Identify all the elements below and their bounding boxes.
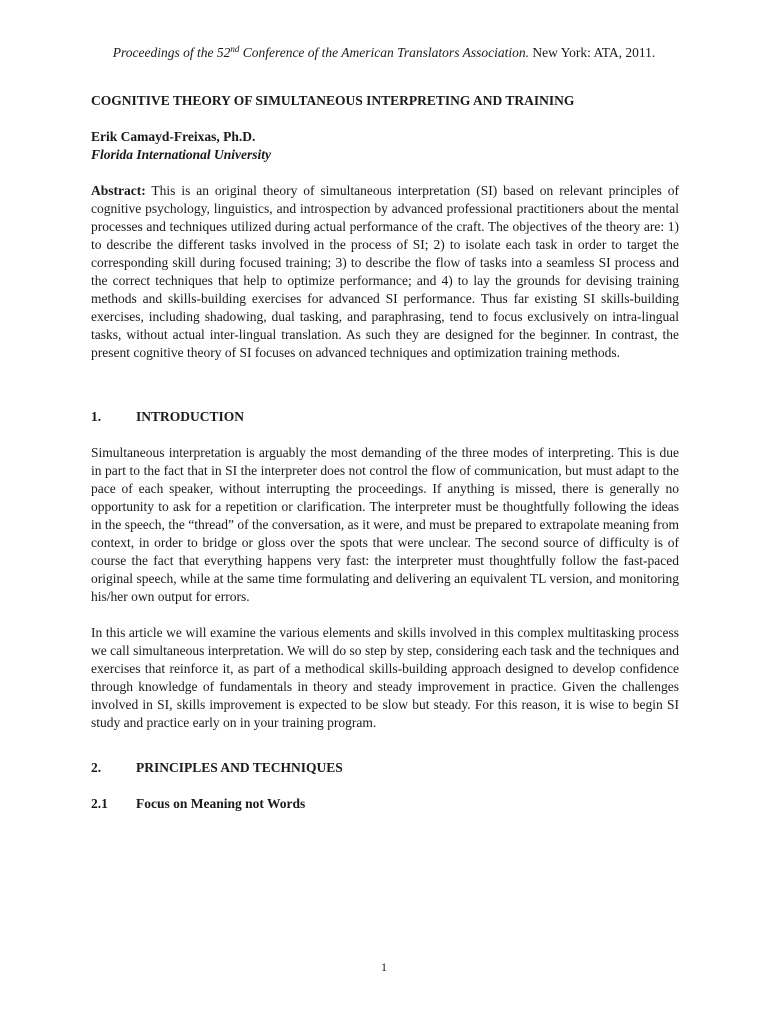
section-number: 2. [91, 760, 102, 775]
intro-paragraph-2: In this article we will examine the various elements and skills involved in this complex multitasking process we call simultaneous interpretation. We will do so step by step, considering each task and the techniques and exercises that reinforce it, as part of a methodical skills-building approach designed to develop confidence through knowledge of fundamentals in theory and steady improvement in practice. Given the challenges involved in SI, skills improvement is expected to be slow but steady. For this reason, it is wise to begin SI study and practice early on in your training program. [91, 625, 679, 730]
main-content [91, 92, 679, 813]
section-heading-introduction [91, 408, 679, 426]
abstract [91, 182, 679, 362]
paper-title: COGNITIVE THEORY OF SIMULTANEOUS INTERPRETING AND TRAINING [91, 93, 575, 108]
section-number: 1. [91, 409, 102, 424]
header-location: New York: ATA, 2011. [528, 45, 656, 60]
section-title: PRINCIPLES AND TECHNIQUES [136, 760, 343, 775]
subsection-heading-focus-on-meaning [91, 795, 679, 813]
subsection-number: 2.1 [91, 796, 108, 811]
abstract-label: Abstract: [91, 183, 146, 198]
author-name: Erik Camayd-Freixas, Ph.D. [91, 129, 256, 144]
section-title: INTRODUCTION [136, 409, 245, 424]
running-header [0, 44, 768, 62]
section-heading-principles [91, 759, 679, 777]
header-prefix: Proceedings of the 52 [112, 45, 231, 60]
abstract-text: This is an original theory of simultaneous interpretation (SI) based on relevant principles of cognitive psychology, linguistics, and introspection by advanced professional practitioners about the mental processes and techniques utilized during actual performance of the craft. The objectives of the theory are: 1) to describe the different tasks involved in the process of SI; 2) to isolate each task in order to target the corresponding skill during focused training; 3) to describe the flow of tasks into a seamless SI process and the correct techniques that help to optimize performance; and 4) to lay the grounds for devising training methods and skills-building exercises for advanced SI performance. Thus far existing SI skills-building exercises, including shadowing, dual tasking, and paraphrasing, tend to focus exclusively on intra-lingual tasks, without actual inter-lingual translation. As such they are designed for the beginner. In contrast, the present cognitive theory of SI focuses on advanced techniques and optimization training methods. [91, 183, 679, 360]
author-affiliation: Florida International University [91, 147, 272, 162]
page-number: 1 [381, 960, 387, 974]
subsection-title: Focus on Meaning not Words [136, 796, 306, 811]
header-conference: Conference of the American Translators Association. [239, 45, 529, 60]
intro-paragraph-1: Simultaneous interpretation is arguably the most demanding of the three modes of interpreting. This is due in part to the fact that in SI the interpreter does not control the flow of communication, but must adapt to the pace of each speaker, without interrupting the proceedings. If anything is missed, there is generally no opportunity to ask for a repetition or clarification. The interpreter must be thoughtfully following the ideas in the speech, the “thread” of the conversation, as it were, and must be prepared to extrapolate meaning from context, in order to bridge or gloss over the spots that were unclear. The second source of difficulty is of course the fact that everything happens very fast: the interpreter must thoughtfully follow the fast-paced original speech, while at the same time formulating and delivering an equivalent TL version, and monitoring his/her own output for errors. [91, 445, 679, 604]
header-superscript: nd [230, 44, 240, 54]
